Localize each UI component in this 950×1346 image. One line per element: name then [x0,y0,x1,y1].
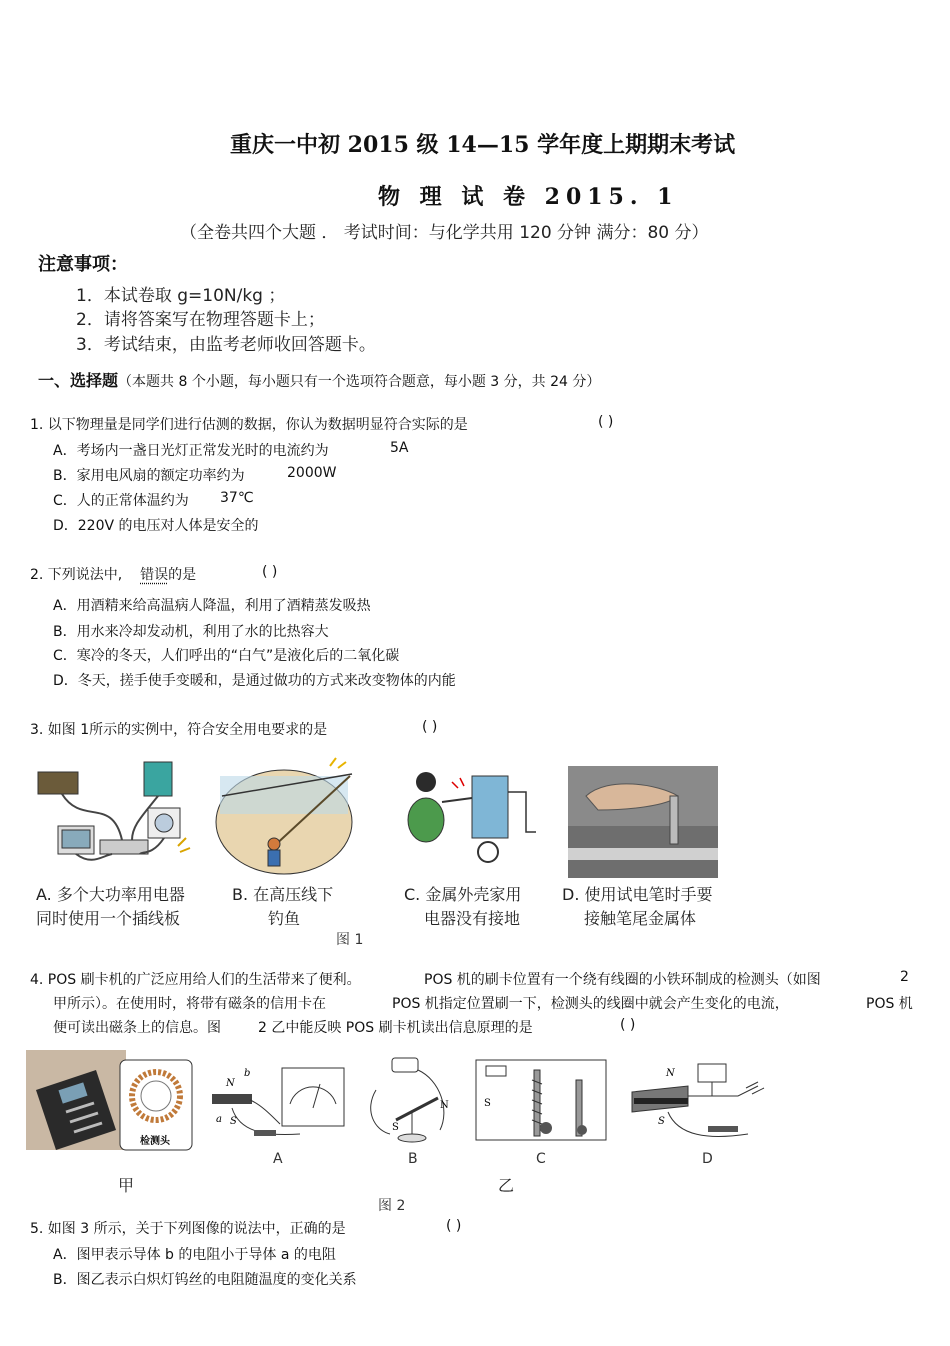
q2-stem-a: 2. 下列说法中, [30,567,123,583]
figure2-detector-label: 检测头 [140,1136,170,1147]
figure1-caption-d-line2: 接触笔尾金属体 [584,909,697,928]
q1-option-c[interactable] [53,490,189,510]
figure2-label-jia: 甲 [118,1176,135,1195]
figure1-a-power-strip [32,756,192,878]
q3-answer-paren[interactable]: ( ) [422,719,438,735]
q1-option-d[interactable] [53,515,259,535]
figure1-caption-b-line2: 钓鱼 [268,909,301,928]
figure2-label-d: D [702,1151,713,1167]
figure2-label: 图 2 [378,1198,406,1214]
q1-option-a[interactable] [53,440,329,460]
svg-text:a: a [216,1114,222,1125]
svg-text:S: S [484,1098,491,1109]
q1-option-a-text: A．考场内一盏日光灯正常发光时的电流约为 [53,443,329,459]
svg-text:b: b [244,1068,251,1079]
section-title: 一、选择题 [38,371,119,390]
q2-stem [30,564,196,584]
q2-option-d[interactable]: D．冬天，搓手使手变暖和，是通过做功的方式来改变物体的内能 [53,673,456,689]
figure2-label-a: A [273,1151,283,1167]
q1-answer-paren[interactable]: ( ) [598,414,614,430]
figure1-label: 图 1 [336,932,364,948]
figure1-caption-a-line2: 同时使用一个插线板 [36,909,181,928]
q4-line1a: 4. POS 刷卡机的广泛应用给人们的生活带来了便利。 [30,972,361,988]
paper-subtitle: 物 理 试 卷 2015. 1 [378,184,679,210]
q4-line2c: POS 机 [866,996,913,1012]
figure1-c-ungrounded-appliance [394,762,544,878]
q3-stem: 3. 如图 1所示的实例中，符合安全用电要求的是 [30,722,328,738]
q1-option-b-value: 2000W [287,465,337,481]
svg-text:S: S [392,1122,399,1133]
svg-text:S: S [658,1116,665,1127]
q2-answer-paren[interactable]: ( ) [262,564,278,580]
figure1-caption-c-line1: C. 金属外壳家用 [404,885,522,904]
q1-option-b[interactable] [53,465,245,485]
q1-option-c-value: 37℃ [220,490,254,506]
q4-line3b: 2 乙中能反映 POS 刷卡机读出信息原理的是 [258,1020,533,1036]
q2-option-b[interactable]: B．用水来冷却发动机，利用了水的比热容大 [53,624,329,640]
notice-item-1: 1．本试卷取 g=10N/kg ； [76,286,286,306]
q4-line1c: 2 [900,969,909,985]
notice-heading: 注意事项： [38,254,128,275]
svg-text:N: N [226,1078,235,1089]
figure2-label-c: C [536,1151,546,1167]
q4-line2b: POS 机指定位置刷一下，检测头的线圈中就会产生变化的电流， [392,996,789,1012]
svg-text:S: S [230,1116,237,1127]
q1-option-d-text: D．220V 的电压对人体是安全的 [53,518,259,534]
q1-stem: 1. 以下物理量是同学们进行估测的数据，你认为数据明显符合实际的是 [30,417,468,433]
figure2-c-electromagnet [470,1056,610,1144]
section-heading [38,368,600,391]
figure2-a-galvanometer [210,1064,350,1146]
section-note: （本题共 8 个小题，每小题只有一个选项符合题意，每小题 3 分，共 24 分） [118,374,601,390]
svg-text:N: N [666,1068,675,1079]
q2-stem-c: 的是 [168,567,197,583]
notice-item-2: 2．请将答案写在物理答题卡上； [76,310,325,330]
figure2-label-yi: 乙 [498,1176,515,1195]
notice-item-3: 3．考试结束，由监考老师收回答题卡。 [76,335,376,355]
q2-option-a[interactable]: A．用酒精来给高温病人降温，利用了酒精蒸发吸热 [53,598,371,614]
q2-stem-emphasis: 错误 [140,567,169,583]
q4-line2a: 甲所示）。在使用时，将带有磁条的信用卡在 [53,996,326,1012]
q4-answer-paren[interactable]: ( ) [620,1017,636,1033]
q5-option-a[interactable]: A．图甲表示导体 b 的电阻小于导体 a 的电阻 [53,1247,336,1263]
svg-text:N: N [440,1100,449,1111]
q2-option-c[interactable]: C．寒冷的冬天，人们呼出的“白气”是液化后的二氧化碳 [53,648,400,664]
q4-line3a: 便可读出磁条上的信息。图 [53,1020,221,1036]
q4-line1b: POS 机的刷卡位置有一个绕有线圈的小铁环制成的检测头（如图 [424,972,821,988]
figure1-caption-a-line1: A. 多个大功率用电器 [36,885,185,904]
figure2-d-motor-rails [628,1056,774,1144]
q5-option-b[interactable]: B．图乙表示白炽灯钨丝的电阻随温度的变化关系 [53,1272,357,1288]
figure1-caption-b-line1: B. 在高压线下 [232,885,334,904]
figure1-b-fishing-under-powerline [212,756,362,878]
figure2-b-compass-needle [360,1050,456,1146]
q5-answer-paren[interactable]: ( ) [446,1218,462,1234]
q1-option-b-text: B．家用电风扇的额定功率约为 [53,468,245,484]
figure1-caption-d-line1: D. 使用试电笔时手要 [562,885,713,904]
exam-title: 重庆一中初 2015 级 14—15 学年度上期期末考试 [230,132,736,158]
figure2-label-b: B [408,1151,418,1167]
exam-info: （全卷共四个大题 ． 考试时间：与化学共用 120 分钟 满分：80 分） [180,223,709,243]
q1-option-a-value: 5A [390,440,409,456]
q1-option-c-text: C．人的正常体温约为 [53,493,189,509]
figure1-d-test-pen [568,766,718,878]
q5-stem: 5. 如图 3 所示，关于下列图像的说法中，正确的是 [30,1221,346,1237]
figure1-caption-c-line2: 电器没有接地 [424,909,521,928]
